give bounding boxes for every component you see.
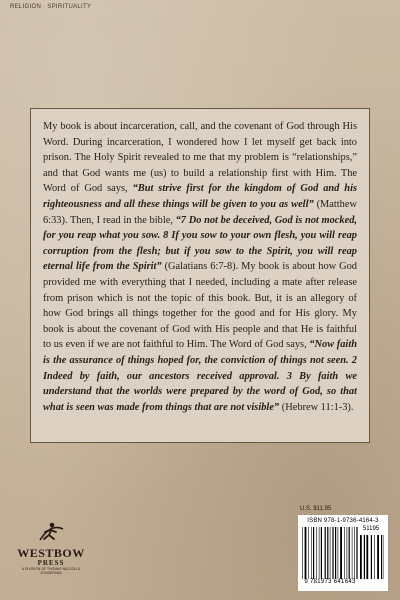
publisher-name: WESTBOW bbox=[17, 546, 85, 560]
price-label: U.S. $11.95 bbox=[300, 506, 332, 512]
publisher-logo bbox=[16, 520, 86, 586]
description-panel bbox=[30, 108, 370, 443]
description-segment: (Galatians 6:7-8). My book is about how God provided me with everything that I needed, including a mate after release from prison which is not the topic of this book. But, it is an allegory of how God brings all things together for the good and for His glory. My book is about the covenant of God with His people and that He is faithful to us even if we are not faithful to Him. The Word of God says, bbox=[43, 261, 357, 351]
scripture-quote: “7 Do not be deceived, God is not mocked, for you reap what you sow. 8 If you sow to your own flesh, you will reap corruption from the flesh; but if you sow to the Spirit, you will reap eternal life from the Spirit” bbox=[43, 214, 357, 273]
running-figure-icon bbox=[36, 520, 66, 546]
description-segment: (Hebrew 11:1-3). bbox=[279, 401, 354, 413]
price-code-text: 51195 bbox=[362, 526, 380, 532]
description-segment: My book is about incarceration, call, and the covenant of God through His Word. During incarceration, I wondered how I let myself get back into prison. The Holy Spirit revealed to me that my problem is “relationships,” and that God wants me (us) to build a relationship first with Him. The Word of God says, bbox=[43, 121, 357, 195]
publisher-name-2: PRESS bbox=[37, 559, 65, 567]
scripture-quote: “But strive first for the kingdom of God and his righteousness and all these things will be given to you as well” bbox=[43, 183, 357, 210]
barcode bbox=[298, 515, 388, 591]
isbn-text: ISBN 978-1-9736-4164-3 bbox=[307, 518, 379, 524]
category-label: RELIGION · SPIRITUALITY bbox=[10, 4, 92, 10]
price-code-bars bbox=[360, 535, 384, 579]
publisher-subtitle: A DIVISION OF THOMAS NELSON & ZONDERVAN bbox=[21, 567, 81, 575]
ean-barcode-bars bbox=[302, 527, 358, 579]
description-segment: (Matthew 6:33). Then, I read in the bible, bbox=[43, 198, 357, 226]
scripture-quote: “Now faith is the assurance of things hoped for, the conviction of things not seen. 2 Indeed by faith, our ancestors received approval. 3 By faith we understand that the worlds were prepared by the word of God, so that what is seen was made from things that are not visible” bbox=[43, 339, 357, 413]
ean-number-text: 9 781973 641643 bbox=[304, 579, 356, 585]
description-text bbox=[43, 119, 357, 432]
